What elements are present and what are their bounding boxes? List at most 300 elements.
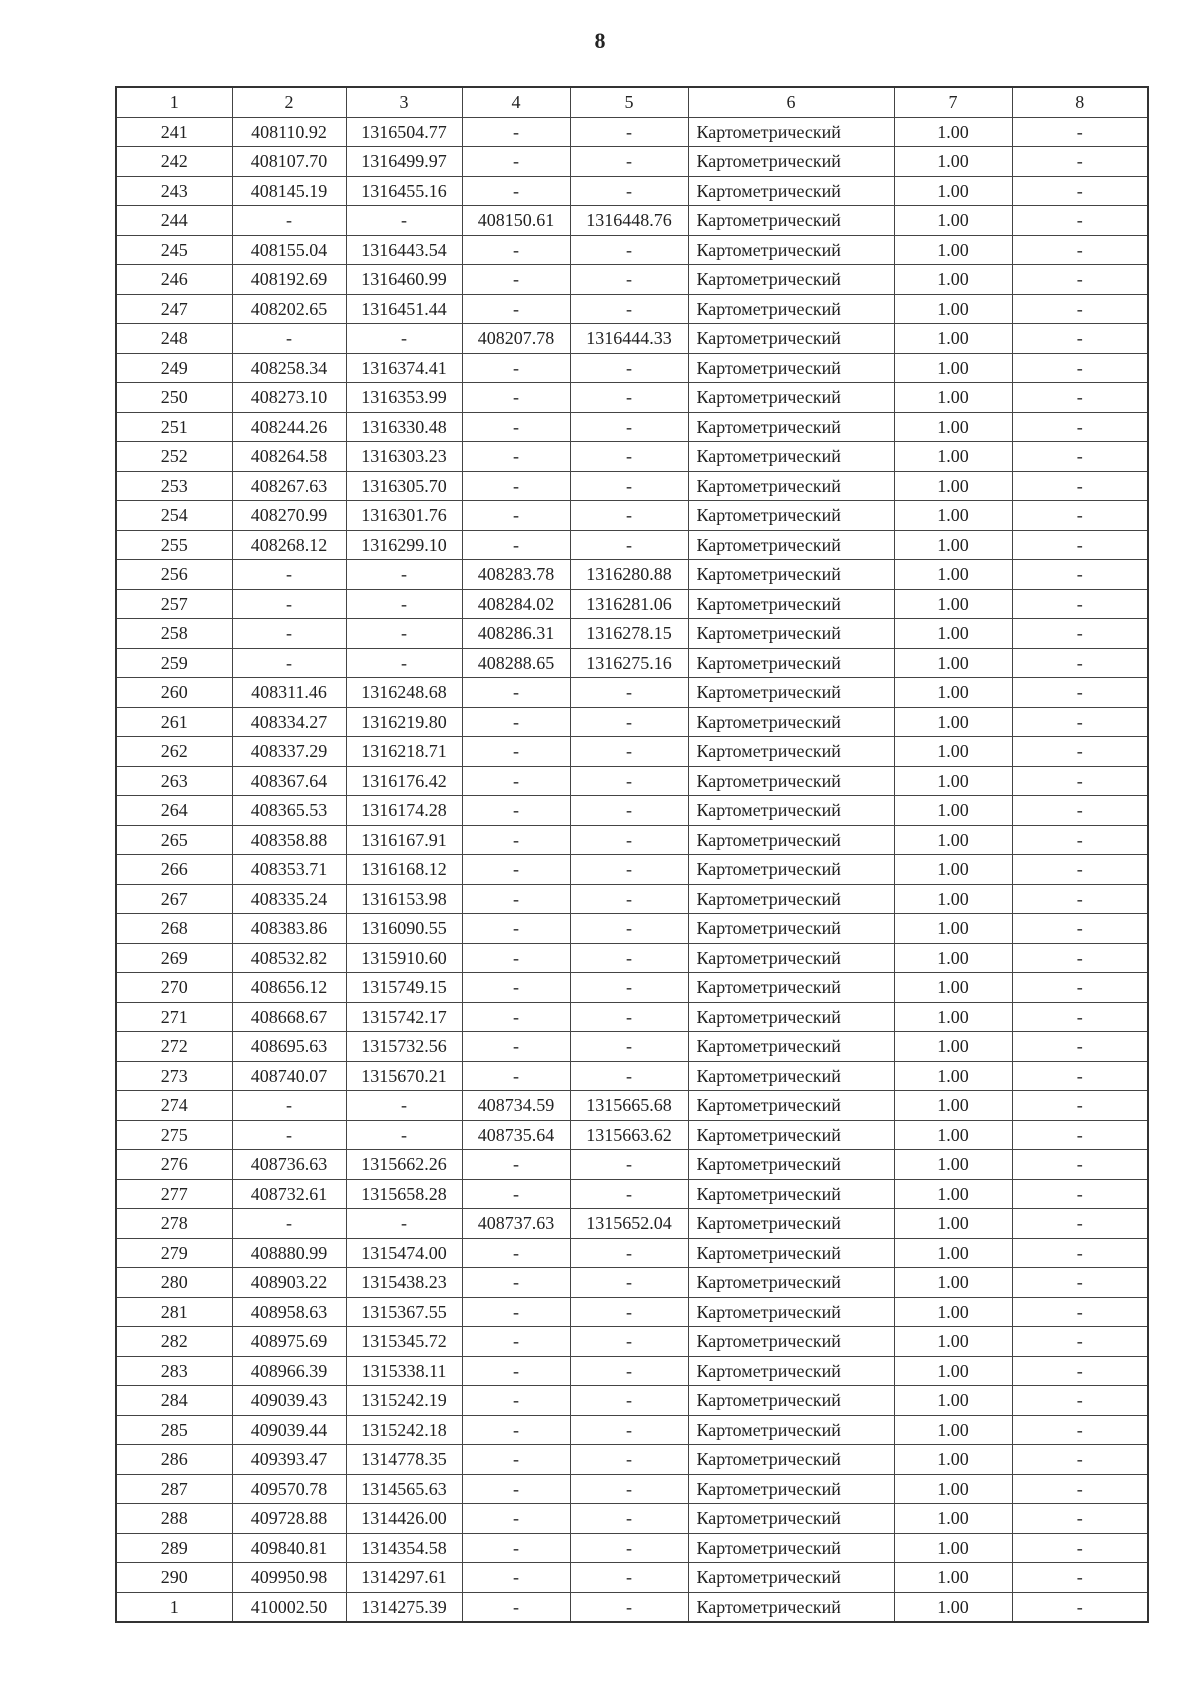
x-existing-cell: 409039.44 bbox=[232, 1415, 346, 1445]
point-number-cell: 259 bbox=[116, 648, 232, 678]
table-row bbox=[116, 294, 1148, 324]
description-cell: - bbox=[1012, 1445, 1148, 1475]
point-number-cell: 276 bbox=[116, 1150, 232, 1180]
table-row bbox=[116, 855, 1148, 885]
accuracy-cell: 1.00 bbox=[894, 1533, 1012, 1563]
y-existing-cell: 1314275.39 bbox=[346, 1592, 462, 1622]
x-new-cell: 408150.61 bbox=[462, 206, 570, 236]
y-new-cell: - bbox=[570, 442, 688, 472]
table-row bbox=[116, 766, 1148, 796]
point-number-cell: 264 bbox=[116, 796, 232, 826]
method-cell: Картометрический bbox=[688, 1209, 894, 1239]
y-existing-cell: 1315338.11 bbox=[346, 1356, 462, 1386]
accuracy-cell: 1.00 bbox=[894, 1386, 1012, 1416]
point-number-cell: 245 bbox=[116, 235, 232, 265]
accuracy-cell: 1.00 bbox=[894, 1179, 1012, 1209]
method-cell: Картометрический bbox=[688, 943, 894, 973]
description-cell: - bbox=[1012, 1179, 1148, 1209]
table-row bbox=[116, 648, 1148, 678]
y-existing-cell: 1316305.70 bbox=[346, 471, 462, 501]
x-new-cell: - bbox=[462, 383, 570, 413]
x-new-cell: - bbox=[462, 766, 570, 796]
x-new-cell: - bbox=[462, 1297, 570, 1327]
method-cell: Картометрический bbox=[688, 1150, 894, 1180]
y-existing-cell: 1316443.54 bbox=[346, 235, 462, 265]
point-number-cell: 274 bbox=[116, 1091, 232, 1121]
x-existing-cell: 408656.12 bbox=[232, 973, 346, 1003]
y-new-cell: 1315652.04 bbox=[570, 1209, 688, 1239]
x-existing-cell: - bbox=[232, 589, 346, 619]
x-existing-cell: 408311.46 bbox=[232, 678, 346, 708]
description-cell: - bbox=[1012, 530, 1148, 560]
method-cell: Картометрический bbox=[688, 442, 894, 472]
table-row bbox=[116, 442, 1148, 472]
y-existing-cell: 1316504.77 bbox=[346, 117, 462, 147]
point-number-cell: 284 bbox=[116, 1386, 232, 1416]
accuracy-cell: 1.00 bbox=[894, 1061, 1012, 1091]
method-cell: Картометрический bbox=[688, 1238, 894, 1268]
description-cell: - bbox=[1012, 1091, 1148, 1121]
x-existing-cell: - bbox=[232, 324, 346, 354]
method-cell: Картометрический bbox=[688, 294, 894, 324]
y-new-cell: - bbox=[570, 1563, 688, 1593]
y-new-cell: - bbox=[570, 943, 688, 973]
table-row bbox=[116, 206, 1148, 236]
x-new-cell: 408288.65 bbox=[462, 648, 570, 678]
y-new-cell: - bbox=[570, 737, 688, 767]
y-existing-cell: 1315749.15 bbox=[346, 973, 462, 1003]
point-number-cell: 250 bbox=[116, 383, 232, 413]
x-new-cell: - bbox=[462, 737, 570, 767]
table-row bbox=[116, 1533, 1148, 1563]
method-cell: Картометрический bbox=[688, 383, 894, 413]
y-new-cell: 1315665.68 bbox=[570, 1091, 688, 1121]
point-number-cell: 261 bbox=[116, 707, 232, 737]
x-existing-cell: 409393.47 bbox=[232, 1445, 346, 1475]
description-cell: - bbox=[1012, 1415, 1148, 1445]
x-new-cell: - bbox=[462, 235, 570, 265]
accuracy-cell: 1.00 bbox=[894, 235, 1012, 265]
y-existing-cell: 1316301.76 bbox=[346, 501, 462, 531]
method-cell: Картометрический bbox=[688, 973, 894, 1003]
method-cell: Картометрический bbox=[688, 147, 894, 177]
y-existing-cell: 1315345.72 bbox=[346, 1327, 462, 1357]
x-existing-cell: 410002.50 bbox=[232, 1592, 346, 1622]
method-cell: Картометрический bbox=[688, 1120, 894, 1150]
table-row bbox=[116, 973, 1148, 1003]
y-existing-cell: 1315742.17 bbox=[346, 1002, 462, 1032]
point-number-cell: 251 bbox=[116, 412, 232, 442]
x-existing-cell: 409728.88 bbox=[232, 1504, 346, 1534]
description-cell: - bbox=[1012, 648, 1148, 678]
description-cell: - bbox=[1012, 796, 1148, 826]
table-row bbox=[116, 560, 1148, 590]
description-cell: - bbox=[1012, 855, 1148, 885]
x-existing-cell: 408367.64 bbox=[232, 766, 346, 796]
table-row bbox=[116, 383, 1148, 413]
x-new-cell: - bbox=[462, 796, 570, 826]
y-new-cell: - bbox=[570, 1150, 688, 1180]
description-cell: - bbox=[1012, 619, 1148, 649]
y-existing-cell: - bbox=[346, 324, 462, 354]
table-row bbox=[116, 117, 1148, 147]
y-new-cell: 1315663.62 bbox=[570, 1120, 688, 1150]
accuracy-cell: 1.00 bbox=[894, 825, 1012, 855]
method-cell: Картометрический bbox=[688, 235, 894, 265]
method-cell: Картометрический bbox=[688, 560, 894, 590]
x-new-cell: - bbox=[462, 1002, 570, 1032]
y-existing-cell: 1316299.10 bbox=[346, 530, 462, 560]
x-existing-cell: 409570.78 bbox=[232, 1474, 346, 1504]
y-new-cell: - bbox=[570, 707, 688, 737]
y-new-cell: - bbox=[570, 383, 688, 413]
x-existing-cell: 408264.58 bbox=[232, 442, 346, 472]
y-new-cell: - bbox=[570, 1327, 688, 1357]
x-new-cell: - bbox=[462, 973, 570, 1003]
accuracy-cell: 1.00 bbox=[894, 324, 1012, 354]
point-number-cell: 269 bbox=[116, 943, 232, 973]
point-number-cell: 279 bbox=[116, 1238, 232, 1268]
table-row bbox=[116, 1356, 1148, 1386]
table-row bbox=[116, 1445, 1148, 1475]
x-existing-cell: 409039.43 bbox=[232, 1386, 346, 1416]
y-new-cell: - bbox=[570, 973, 688, 1003]
y-existing-cell: 1316168.12 bbox=[346, 855, 462, 885]
x-existing-cell: 408695.63 bbox=[232, 1032, 346, 1062]
method-cell: Картометрический bbox=[688, 1415, 894, 1445]
table-row bbox=[116, 1209, 1148, 1239]
point-number-cell: 249 bbox=[116, 353, 232, 383]
accuracy-cell: 1.00 bbox=[894, 117, 1012, 147]
method-cell: Картометрический bbox=[688, 1356, 894, 1386]
x-new-cell: - bbox=[462, 501, 570, 531]
method-cell: Картометрический bbox=[688, 176, 894, 206]
y-existing-cell: 1314778.35 bbox=[346, 1445, 462, 1475]
accuracy-cell: 1.00 bbox=[894, 914, 1012, 944]
description-cell: - bbox=[1012, 1327, 1148, 1357]
x-new-cell: 408207.78 bbox=[462, 324, 570, 354]
column-header-7: 7 bbox=[894, 87, 1012, 117]
x-new-cell: 408734.59 bbox=[462, 1091, 570, 1121]
y-new-cell: - bbox=[570, 1356, 688, 1386]
coordinates-table bbox=[115, 86, 1149, 1623]
method-cell: Картометрический bbox=[688, 1297, 894, 1327]
point-number-cell: 273 bbox=[116, 1061, 232, 1091]
y-existing-cell: 1316374.41 bbox=[346, 353, 462, 383]
description-cell: - bbox=[1012, 412, 1148, 442]
x-existing-cell: 408334.27 bbox=[232, 707, 346, 737]
x-existing-cell: 408267.63 bbox=[232, 471, 346, 501]
table-row bbox=[116, 501, 1148, 531]
x-new-cell: - bbox=[462, 1268, 570, 1298]
description-cell: - bbox=[1012, 943, 1148, 973]
x-existing-cell: 408958.63 bbox=[232, 1297, 346, 1327]
description-cell: - bbox=[1012, 1268, 1148, 1298]
method-cell: Картометрический bbox=[688, 353, 894, 383]
description-cell: - bbox=[1012, 1297, 1148, 1327]
table-row bbox=[116, 825, 1148, 855]
point-number-cell: 241 bbox=[116, 117, 232, 147]
description-cell: - bbox=[1012, 324, 1148, 354]
y-new-cell: - bbox=[570, 1061, 688, 1091]
point-number-cell: 277 bbox=[116, 1179, 232, 1209]
accuracy-cell: 1.00 bbox=[894, 1238, 1012, 1268]
x-new-cell: - bbox=[462, 1327, 570, 1357]
x-existing-cell: - bbox=[232, 560, 346, 590]
x-existing-cell: 408903.22 bbox=[232, 1268, 346, 1298]
table-row bbox=[116, 1120, 1148, 1150]
table-row bbox=[116, 471, 1148, 501]
method-cell: Картометрический bbox=[688, 589, 894, 619]
point-number-cell: 275 bbox=[116, 1120, 232, 1150]
description-cell: - bbox=[1012, 471, 1148, 501]
y-new-cell: - bbox=[570, 1238, 688, 1268]
table-row bbox=[116, 1327, 1148, 1357]
x-existing-cell: 408975.69 bbox=[232, 1327, 346, 1357]
accuracy-cell: 1.00 bbox=[894, 501, 1012, 531]
y-existing-cell: - bbox=[346, 589, 462, 619]
method-cell: Картометрический bbox=[688, 914, 894, 944]
y-new-cell: - bbox=[570, 412, 688, 442]
point-number-cell: 267 bbox=[116, 884, 232, 914]
point-number-cell: 243 bbox=[116, 176, 232, 206]
description-cell: - bbox=[1012, 560, 1148, 590]
accuracy-cell: 1.00 bbox=[894, 1297, 1012, 1327]
point-number-cell: 244 bbox=[116, 206, 232, 236]
y-existing-cell: 1315367.55 bbox=[346, 1297, 462, 1327]
y-existing-cell: - bbox=[346, 648, 462, 678]
method-cell: Картометрический bbox=[688, 412, 894, 442]
description-cell: - bbox=[1012, 1356, 1148, 1386]
table-row bbox=[116, 678, 1148, 708]
description-cell: - bbox=[1012, 1032, 1148, 1062]
y-new-cell: - bbox=[570, 1504, 688, 1534]
description-cell: - bbox=[1012, 1474, 1148, 1504]
y-existing-cell: 1316451.44 bbox=[346, 294, 462, 324]
table-row bbox=[116, 265, 1148, 295]
method-cell: Картометрический bbox=[688, 707, 894, 737]
accuracy-cell: 1.00 bbox=[894, 1091, 1012, 1121]
accuracy-cell: 1.00 bbox=[894, 353, 1012, 383]
accuracy-cell: 1.00 bbox=[894, 1268, 1012, 1298]
y-existing-cell: 1316353.99 bbox=[346, 383, 462, 413]
x-new-cell: - bbox=[462, 1356, 570, 1386]
method-cell: Картометрический bbox=[688, 265, 894, 295]
x-new-cell: - bbox=[462, 1474, 570, 1504]
y-new-cell: - bbox=[570, 117, 688, 147]
description-cell: - bbox=[1012, 383, 1148, 413]
y-existing-cell: 1314354.58 bbox=[346, 1533, 462, 1563]
x-existing-cell: 408335.24 bbox=[232, 884, 346, 914]
accuracy-cell: 1.00 bbox=[894, 973, 1012, 1003]
x-existing-cell: - bbox=[232, 648, 346, 678]
method-cell: Картометрический bbox=[688, 324, 894, 354]
y-existing-cell: 1316455.16 bbox=[346, 176, 462, 206]
y-new-cell: - bbox=[570, 1386, 688, 1416]
y-existing-cell: 1316090.55 bbox=[346, 914, 462, 944]
y-existing-cell: 1316248.68 bbox=[346, 678, 462, 708]
method-cell: Картометрический bbox=[688, 530, 894, 560]
description-cell: - bbox=[1012, 1120, 1148, 1150]
description-cell: - bbox=[1012, 1209, 1148, 1239]
accuracy-cell: 1.00 bbox=[894, 1563, 1012, 1593]
method-cell: Картометрический bbox=[688, 825, 894, 855]
method-cell: Картометрический bbox=[688, 884, 894, 914]
y-new-cell: - bbox=[570, 1415, 688, 1445]
y-existing-cell: 1315658.28 bbox=[346, 1179, 462, 1209]
method-cell: Картометрический bbox=[688, 619, 894, 649]
y-existing-cell: 1314426.00 bbox=[346, 1504, 462, 1534]
table-row bbox=[116, 707, 1148, 737]
accuracy-cell: 1.00 bbox=[894, 648, 1012, 678]
accuracy-cell: 1.00 bbox=[894, 147, 1012, 177]
accuracy-cell: 1.00 bbox=[894, 1415, 1012, 1445]
x-new-cell: - bbox=[462, 1238, 570, 1268]
point-number-cell: 253 bbox=[116, 471, 232, 501]
point-number-cell: 266 bbox=[116, 855, 232, 885]
method-cell: Картометрический bbox=[688, 1268, 894, 1298]
point-number-cell: 280 bbox=[116, 1268, 232, 1298]
x-existing-cell: 408736.63 bbox=[232, 1150, 346, 1180]
y-new-cell: - bbox=[570, 796, 688, 826]
accuracy-cell: 1.00 bbox=[894, 678, 1012, 708]
accuracy-cell: 1.00 bbox=[894, 560, 1012, 590]
table-row bbox=[116, 147, 1148, 177]
table-row bbox=[116, 1032, 1148, 1062]
x-existing-cell: - bbox=[232, 619, 346, 649]
method-cell: Картометрический bbox=[688, 1179, 894, 1209]
y-existing-cell: 1315670.21 bbox=[346, 1061, 462, 1091]
accuracy-cell: 1.00 bbox=[894, 1002, 1012, 1032]
table-row bbox=[116, 1504, 1148, 1534]
point-number-cell: 272 bbox=[116, 1032, 232, 1062]
table-row bbox=[116, 1150, 1148, 1180]
point-number-cell: 262 bbox=[116, 737, 232, 767]
table-row bbox=[116, 530, 1148, 560]
accuracy-cell: 1.00 bbox=[894, 1474, 1012, 1504]
x-new-cell: - bbox=[462, 1504, 570, 1534]
description-cell: - bbox=[1012, 235, 1148, 265]
description-cell: - bbox=[1012, 914, 1148, 944]
point-number-cell: 289 bbox=[116, 1533, 232, 1563]
point-number-cell: 260 bbox=[116, 678, 232, 708]
x-existing-cell: 408740.07 bbox=[232, 1061, 346, 1091]
accuracy-cell: 1.00 bbox=[894, 1150, 1012, 1180]
y-new-cell: 1316280.88 bbox=[570, 560, 688, 590]
table-row bbox=[116, 619, 1148, 649]
x-new-cell: - bbox=[462, 1032, 570, 1062]
table-header-row bbox=[116, 87, 1148, 117]
description-cell: - bbox=[1012, 766, 1148, 796]
point-number-cell: 258 bbox=[116, 619, 232, 649]
method-cell: Картометрический bbox=[688, 1032, 894, 1062]
x-new-cell: - bbox=[462, 884, 570, 914]
accuracy-cell: 1.00 bbox=[894, 1504, 1012, 1534]
description-cell: - bbox=[1012, 1592, 1148, 1622]
x-new-cell: - bbox=[462, 117, 570, 147]
x-new-cell: - bbox=[462, 1061, 570, 1091]
y-new-cell: - bbox=[570, 147, 688, 177]
table-row bbox=[116, 1386, 1148, 1416]
method-cell: Картометрический bbox=[688, 1091, 894, 1121]
y-new-cell: - bbox=[570, 265, 688, 295]
x-existing-cell: 408244.26 bbox=[232, 412, 346, 442]
y-existing-cell: - bbox=[346, 619, 462, 649]
y-new-cell: - bbox=[570, 1002, 688, 1032]
x-existing-cell: 409840.81 bbox=[232, 1533, 346, 1563]
accuracy-cell: 1.00 bbox=[894, 176, 1012, 206]
y-existing-cell: - bbox=[346, 1120, 462, 1150]
method-cell: Картометрический bbox=[688, 1445, 894, 1475]
table-row bbox=[116, 884, 1148, 914]
point-number-cell: 265 bbox=[116, 825, 232, 855]
table-row bbox=[116, 353, 1148, 383]
y-new-cell: - bbox=[570, 855, 688, 885]
description-cell: - bbox=[1012, 1002, 1148, 1032]
column-header-4: 4 bbox=[462, 87, 570, 117]
y-new-cell: - bbox=[570, 1297, 688, 1327]
x-existing-cell: 408365.53 bbox=[232, 796, 346, 826]
y-new-cell: - bbox=[570, 884, 688, 914]
accuracy-cell: 1.00 bbox=[894, 766, 1012, 796]
method-cell: Картометрический bbox=[688, 1533, 894, 1563]
x-existing-cell: 408273.10 bbox=[232, 383, 346, 413]
y-existing-cell: - bbox=[346, 560, 462, 590]
y-new-cell: - bbox=[570, 471, 688, 501]
table-row bbox=[116, 176, 1148, 206]
y-new-cell: - bbox=[570, 176, 688, 206]
method-cell: Картометрический bbox=[688, 206, 894, 236]
y-existing-cell: 1316218.71 bbox=[346, 737, 462, 767]
y-new-cell: - bbox=[570, 294, 688, 324]
x-new-cell: - bbox=[462, 442, 570, 472]
table-row bbox=[116, 412, 1148, 442]
x-existing-cell: 408337.29 bbox=[232, 737, 346, 767]
point-number-cell: 281 bbox=[116, 1297, 232, 1327]
accuracy-cell: 1.00 bbox=[894, 1209, 1012, 1239]
x-existing-cell: 408107.70 bbox=[232, 147, 346, 177]
y-existing-cell: 1316460.99 bbox=[346, 265, 462, 295]
y-new-cell: - bbox=[570, 530, 688, 560]
y-new-cell: 1316444.33 bbox=[570, 324, 688, 354]
x-new-cell: - bbox=[462, 294, 570, 324]
method-cell: Картометрический bbox=[688, 678, 894, 708]
y-new-cell: - bbox=[570, 1445, 688, 1475]
y-new-cell: - bbox=[570, 353, 688, 383]
x-new-cell: 408286.31 bbox=[462, 619, 570, 649]
x-existing-cell: 408145.19 bbox=[232, 176, 346, 206]
accuracy-cell: 1.00 bbox=[894, 442, 1012, 472]
point-number-cell: 242 bbox=[116, 147, 232, 177]
table-body bbox=[116, 117, 1148, 1622]
method-cell: Картометрический bbox=[688, 796, 894, 826]
accuracy-cell: 1.00 bbox=[894, 471, 1012, 501]
method-cell: Картометрический bbox=[688, 1504, 894, 1534]
accuracy-cell: 1.00 bbox=[894, 383, 1012, 413]
method-cell: Картометрический bbox=[688, 471, 894, 501]
description-cell: - bbox=[1012, 147, 1148, 177]
table-row bbox=[116, 737, 1148, 767]
x-new-cell: - bbox=[462, 265, 570, 295]
accuracy-cell: 1.00 bbox=[894, 1356, 1012, 1386]
point-number-cell: 268 bbox=[116, 914, 232, 944]
accuracy-cell: 1.00 bbox=[894, 884, 1012, 914]
point-number-cell: 263 bbox=[116, 766, 232, 796]
x-new-cell: 408283.78 bbox=[462, 560, 570, 590]
description-cell: - bbox=[1012, 1150, 1148, 1180]
y-existing-cell: 1316330.48 bbox=[346, 412, 462, 442]
x-new-cell: - bbox=[462, 707, 570, 737]
